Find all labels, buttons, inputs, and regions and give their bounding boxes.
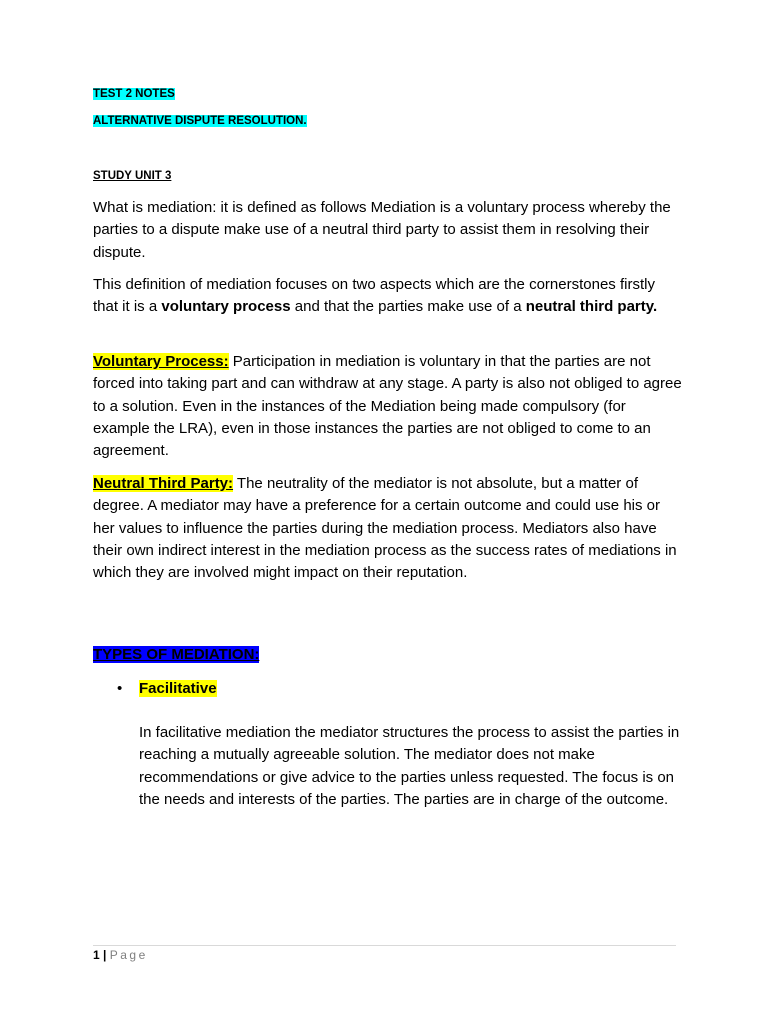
cornerstones-text-c: and that the parties make use of a (290, 298, 526, 316)
paragraph-cornerstones (93, 274, 683, 319)
cornerstones-text-a: This definition of mediation focuses on two aspects which are the cornerstones firstly that it is a (93, 276, 655, 316)
study-unit-heading: STUDY UNIT 3 (93, 170, 172, 182)
page-separator: | (99, 948, 110, 962)
facilitative-label: Facilitative (139, 680, 217, 697)
paragraph-definition: What is mediation: it is defined as follows Mediation is a voluntary process whereby the parties to a dispute make use of a neutral third party to assist them in resolving their dispute. (93, 199, 671, 261)
neutral-third-party-label: Neutral Third Party: (93, 475, 234, 492)
doc-subtitle (93, 115, 307, 127)
page-number: 1 (93, 948, 100, 962)
voluntary-process-label: Voluntary Process: (93, 353, 229, 370)
paragraph-voluntary-process (93, 351, 683, 462)
page-footer (93, 948, 148, 962)
cornerstones-bold-voluntary: voluntary process (161, 298, 291, 316)
page-label: Page (109, 948, 148, 962)
doc-title (93, 88, 175, 100)
doc-subtitle-text: ALTERNATIVE DISPUTE RESOLUTION. (93, 115, 307, 127)
voluntary-process-text: Participation in mediation is voluntary in that the parties are not forced into taking part and can withdraw at any stage. A party is also not obliged to agree to a solution. Even in the instances of the Mediation being made compulsory (for example the LRA), even in those instances the parties are not obliged to come to an agreement. (93, 353, 682, 460)
footer-divider (93, 945, 676, 946)
doc-title-text: TEST 2 NOTES (93, 88, 175, 100)
paragraph-facilitative: In facilitative mediation the mediator structures the process to assist the parties in reaching a mutually agreeable solution. The mediator does not make recommendations or give advice to the parties unless requested. The focus is on the needs and interests of the parties. The parties are in charge of the outcome. (139, 724, 680, 808)
bullet-icon: • (117, 680, 123, 697)
cornerstones-bold-neutral: neutral third party. (525, 298, 658, 316)
types-heading-text: TYPES OF MEDIATION: (93, 646, 260, 663)
neutral-third-party-text: The neutrality of the mediator is not absolute, but a matter of degree. A mediator may have a preference for a certain outcome and could use his or her values to influence the parties during the mediation process. Mediators also have their own indirect interest in the mediation process as the success rates of mediations in which they are involved might impact on their reputation. (93, 475, 677, 582)
list-item-facilitative (117, 678, 217, 700)
types-heading (93, 644, 259, 666)
paragraph-neutral-third-party (93, 473, 683, 584)
